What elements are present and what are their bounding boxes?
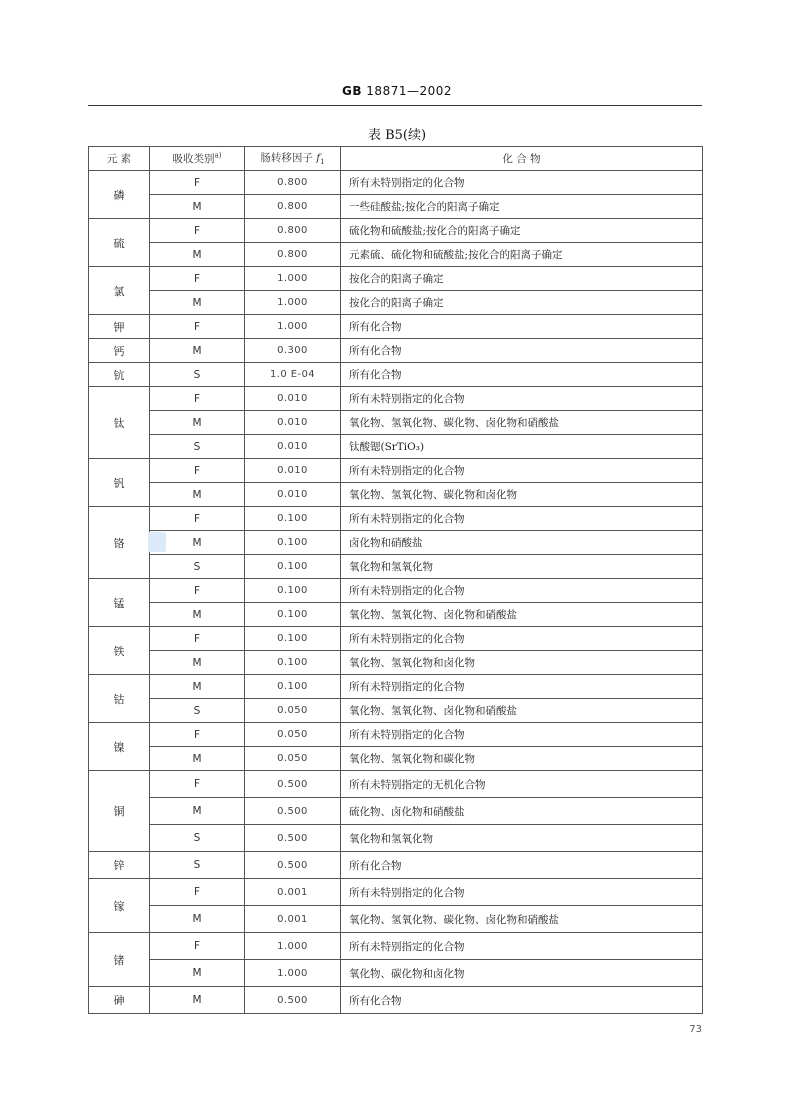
table-row <box>89 315 703 339</box>
compound-cell: 氧化物和氢氧化物 <box>341 825 703 852</box>
table-row <box>89 603 703 627</box>
absorption-class-cell: F <box>150 315 245 339</box>
compound-cell: 所有化合物 <box>341 987 703 1014</box>
compound-cell: 所有未特别指定的化合物 <box>341 675 703 699</box>
absorption-class-cell: S <box>150 699 245 723</box>
transfer-factor-cell: 0.010 <box>245 435 341 459</box>
absorption-class-cell: M <box>150 603 245 627</box>
absorption-class-cell: M <box>150 987 245 1014</box>
absorption-class-cell: M <box>150 960 245 987</box>
table-row <box>89 411 703 435</box>
table-row <box>89 675 703 699</box>
compound-cell: 所有化合物 <box>341 315 703 339</box>
transfer-factor-cell: 0.100 <box>245 531 341 555</box>
table-row <box>89 267 703 291</box>
absorption-class-cell: F <box>150 459 245 483</box>
table-row <box>89 987 703 1014</box>
standard-header <box>0 84 794 98</box>
absorption-class-cell: F <box>150 933 245 960</box>
absorption-class-cell: F <box>150 723 245 747</box>
transfer-factor-cell: 0.300 <box>245 339 341 363</box>
compound-cell: 按化合的阳离子确定 <box>341 267 703 291</box>
transfer-factor-cell: 0.800 <box>245 171 341 195</box>
compound-cell: 氧化物、氢氧化物和碳化物 <box>341 747 703 771</box>
table-row <box>89 699 703 723</box>
transfer-factor-cell: 0.100 <box>245 675 341 699</box>
element-cell: 硫 <box>89 219 150 267</box>
compound-cell: 所有未特别指定的化合物 <box>341 933 703 960</box>
transfer-factor-cell: 0.800 <box>245 219 341 243</box>
absorption-class-cell: S <box>150 852 245 879</box>
absorption-class-cell: F <box>150 387 245 411</box>
element-cell: 钛 <box>89 387 150 459</box>
table-row <box>89 435 703 459</box>
absorption-class-cell: S <box>150 825 245 852</box>
header-compound: 化 合 物 <box>341 147 703 171</box>
transfer-factor-cell: 0.050 <box>245 747 341 771</box>
header-factor-symbol: f <box>316 152 321 165</box>
absorption-class-cell: M <box>150 747 245 771</box>
header-factor-label: 肠转移因子 <box>260 152 313 165</box>
transfer-factor-cell: 0.800 <box>245 195 341 219</box>
absorption-class-cell: M <box>150 483 245 507</box>
absorption-class-cell: M <box>150 411 245 435</box>
absorption-class-cell: M <box>150 651 245 675</box>
header-class-label: 吸收类别 <box>172 153 215 165</box>
compound-cell: 氧化物、氢氧化物、卤化物和硝酸盐 <box>341 699 703 723</box>
table-row <box>89 771 703 798</box>
absorption-class-cell: M <box>150 798 245 825</box>
table-header-row <box>89 147 703 171</box>
compound-cell: 所有未特别指定的化合物 <box>341 387 703 411</box>
absorption-class-cell: F <box>150 171 245 195</box>
table-row <box>89 291 703 315</box>
table-row <box>89 363 703 387</box>
absorption-class-cell: F <box>150 627 245 651</box>
compound-cell: 所有化合物 <box>341 339 703 363</box>
table-row <box>89 747 703 771</box>
table-row <box>89 483 703 507</box>
compound-cell: 氧化物、氢氧化物、碳化物和卤化物 <box>341 483 703 507</box>
compound-cell: 氧化物、氢氧化物和卤化物 <box>341 651 703 675</box>
transfer-factor-cell: 0.500 <box>245 771 341 798</box>
absorption-class-cell: M <box>150 243 245 267</box>
absorption-class-cell: M <box>150 339 245 363</box>
standard-code: 18871—2002 <box>366 84 453 98</box>
transfer-factor-cell: 0.100 <box>245 651 341 675</box>
absorption-class-cell: F <box>150 879 245 906</box>
compound-cell: 一些硅酸盐;按化合的阳离子确定 <box>341 195 703 219</box>
table-row <box>89 219 703 243</box>
element-transfer-table <box>88 146 703 1014</box>
transfer-factor-cell: 0.010 <box>245 459 341 483</box>
table-row <box>89 195 703 219</box>
table-row <box>89 579 703 603</box>
compound-cell: 所有未特别指定的化合物 <box>341 579 703 603</box>
element-cell: 氯 <box>89 267 150 315</box>
element-cell: 磷 <box>89 171 150 219</box>
absorption-class-cell: M <box>150 906 245 933</box>
table-row <box>89 852 703 879</box>
absorption-class-cell: S <box>150 555 245 579</box>
compound-cell: 所有未特别指定的化合物 <box>341 879 703 906</box>
transfer-factor-cell: 0.100 <box>245 627 341 651</box>
transfer-factor-cell: 0.500 <box>245 852 341 879</box>
transfer-factor-cell: 0.500 <box>245 798 341 825</box>
transfer-factor-cell: 0.100 <box>245 507 341 531</box>
transfer-factor-cell: 0.010 <box>245 483 341 507</box>
compound-cell: 所有化合物 <box>341 363 703 387</box>
standard-prefix: GB <box>341 84 362 98</box>
transfer-factor-cell: 0.001 <box>245 879 341 906</box>
table-row <box>89 723 703 747</box>
transfer-factor-cell: 0.050 <box>245 723 341 747</box>
table-caption: 表 B5(续) <box>367 128 427 143</box>
element-cell: 钒 <box>89 459 150 507</box>
absorption-class-cell: S <box>150 363 245 387</box>
table-row <box>89 243 703 267</box>
transfer-factor-cell: 1.000 <box>245 315 341 339</box>
compound-cell: 所有未特别指定的化合物 <box>341 627 703 651</box>
transfer-factor-cell: 1.000 <box>245 960 341 987</box>
compound-cell: 氧化物、碳化物和卤化物 <box>341 960 703 987</box>
transfer-factor-cell: 1.000 <box>245 933 341 960</box>
compound-cell: 硫化物、卤化物和硝酸盐 <box>341 798 703 825</box>
table-row <box>89 531 703 555</box>
table-row <box>89 387 703 411</box>
element-cell: 钾 <box>89 315 150 339</box>
element-cell: 锗 <box>89 933 150 987</box>
element-cell: 钪 <box>89 363 150 387</box>
transfer-factor-cell: 0.001 <box>245 906 341 933</box>
transfer-factor-cell: 0.010 <box>245 387 341 411</box>
table-row <box>89 825 703 852</box>
absorption-class-cell: M <box>150 291 245 315</box>
transfer-factor-cell: 0.500 <box>245 825 341 852</box>
element-cell: 铁 <box>89 627 150 675</box>
element-cell: 铬 <box>89 507 150 579</box>
absorption-class-cell: S <box>150 435 245 459</box>
absorption-class-cell: F <box>150 579 245 603</box>
transfer-factor-cell: 1.0 E-04 <box>245 363 341 387</box>
table-row <box>89 555 703 579</box>
table-row <box>89 507 703 531</box>
absorption-class-cell: F <box>150 771 245 798</box>
absorption-class-cell: M <box>150 531 245 555</box>
table-row <box>89 171 703 195</box>
table-row <box>89 651 703 675</box>
compound-cell: 氧化物、氢氧化物、碳化物、卤化物和硝酸盐 <box>341 411 703 435</box>
compound-cell: 所有未特别指定的化合物 <box>341 171 703 195</box>
transfer-factor-cell: 0.010 <box>245 411 341 435</box>
watermark-stamp <box>148 532 166 552</box>
element-cell: 锰 <box>89 579 150 627</box>
absorption-class-cell: M <box>150 675 245 699</box>
table-row <box>89 459 703 483</box>
element-cell: 锌 <box>89 852 150 879</box>
header-rule <box>88 105 702 106</box>
transfer-factor-cell: 0.500 <box>245 987 341 1014</box>
compound-cell: 按化合的阳离子确定 <box>341 291 703 315</box>
absorption-class-cell: F <box>150 219 245 243</box>
transfer-factor-cell: 0.100 <box>245 555 341 579</box>
element-cell: 镍 <box>89 723 150 771</box>
table-row <box>89 627 703 651</box>
element-cell: 砷 <box>89 987 150 1014</box>
table-row <box>89 339 703 363</box>
compound-cell: 所有化合物 <box>341 852 703 879</box>
header-factor-subscript: 1 <box>320 158 325 167</box>
transfer-factor-cell: 1.000 <box>245 291 341 315</box>
page-number: 73 <box>689 1024 702 1035</box>
table-row <box>89 933 703 960</box>
element-cell: 钴 <box>89 675 150 723</box>
absorption-class-cell: F <box>150 267 245 291</box>
element-cell: 钙 <box>89 339 150 363</box>
transfer-factor-cell: 0.100 <box>245 579 341 603</box>
header-absorption-class <box>150 147 245 171</box>
compound-cell: 所有未特别指定的无机化合物 <box>341 771 703 798</box>
transfer-factor-cell: 0.800 <box>245 243 341 267</box>
absorption-class-cell: M <box>150 195 245 219</box>
compound-cell: 所有未特别指定的化合物 <box>341 459 703 483</box>
compound-cell: 硫化物和硫酸盐;按化合的阳离子确定 <box>341 219 703 243</box>
element-cell: 铜 <box>89 771 150 852</box>
compound-cell: 所有未特别指定的化合物 <box>341 507 703 531</box>
table-row <box>89 798 703 825</box>
compound-cell: 氧化物、氢氧化物、卤化物和硝酸盐 <box>341 603 703 627</box>
header-element: 元 素 <box>89 147 150 171</box>
transfer-factor-cell: 0.100 <box>245 603 341 627</box>
compound-cell: 元素硫、硫化物和硫酸盐;按化合的阳离子确定 <box>341 243 703 267</box>
compound-cell: 所有未特别指定的化合物 <box>341 723 703 747</box>
header-class-footnote: a) <box>214 151 222 160</box>
transfer-factor-cell: 1.000 <box>245 267 341 291</box>
table-body <box>89 171 703 1014</box>
compound-cell: 卤化物和硝酸盐 <box>341 531 703 555</box>
absorption-class-cell: F <box>150 507 245 531</box>
element-cell: 镓 <box>89 879 150 933</box>
header-transfer-factor <box>245 147 341 171</box>
transfer-factor-cell: 0.050 <box>245 699 341 723</box>
table-row <box>89 960 703 987</box>
compound-cell: 钛酸锶(SrTiO₃) <box>341 435 703 459</box>
compound-cell: 氧化物、氢氧化物、碳化物、卤化物和硝酸盐 <box>341 906 703 933</box>
table-row <box>89 906 703 933</box>
compound-cell: 氧化物和氢氧化物 <box>341 555 703 579</box>
table-row <box>89 879 703 906</box>
